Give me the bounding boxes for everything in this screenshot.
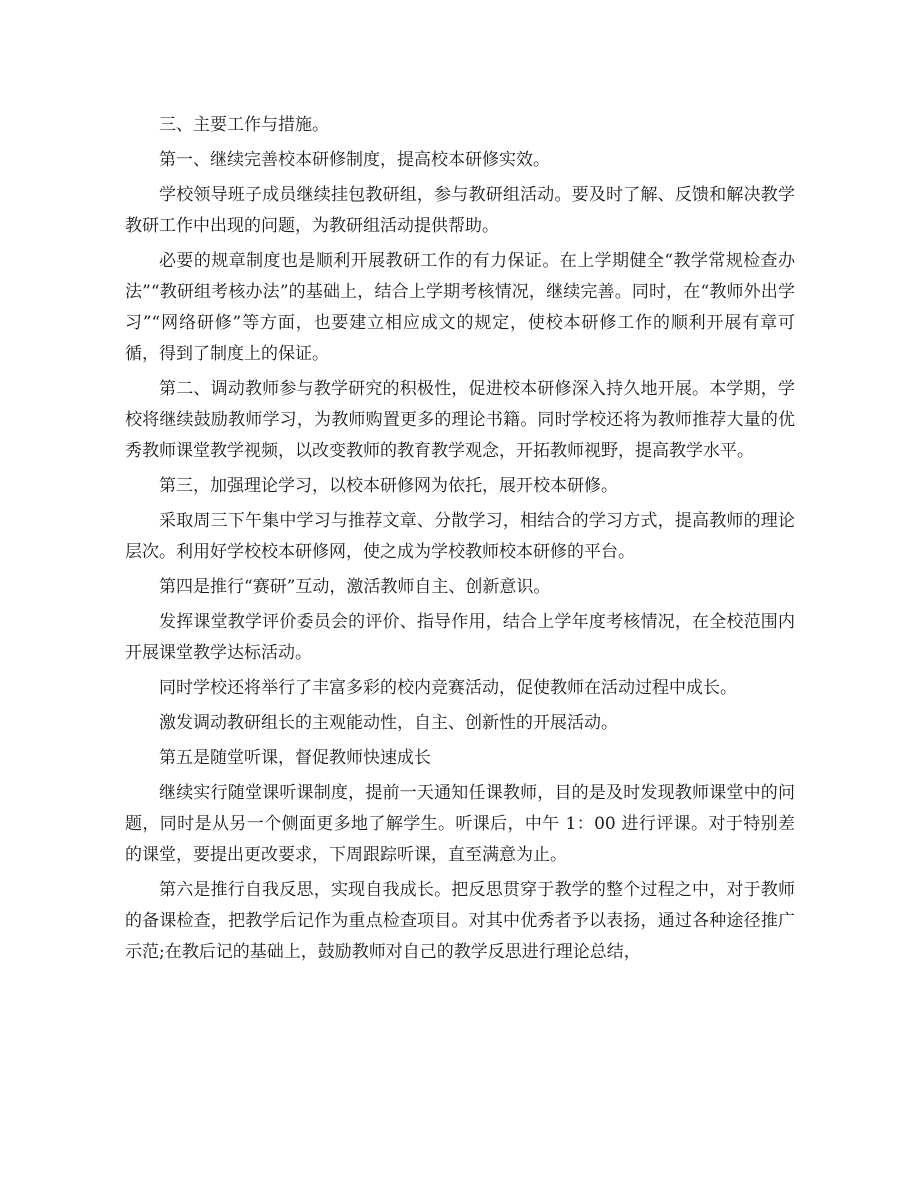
paragraph: 第二、调动教师参与教学研究的积极性，促进校本研修深入持久地开展。本学期，学校将继续鼓励教师学习，为教师购置更多的理论书籍。同时学校还将为教师推荐大量的优秀教师课堂教学视频，以改变教师的教育教学观念，开拓教师视野，提高教学水平。: [125, 379, 795, 461]
paragraph: 采取周三下午集中学习与推荐文章、分散学习，相结合的学习方式，提高教师的理论层次。利用好学校校本研修网，使之成为学校教师校本研修的平台。: [125, 511, 795, 562]
paragraph: 第四是推行“赛研”互动，激活教师自主、创新意识。: [159, 577, 551, 597]
paragraph: 第六是推行自我反思，实现自我成长。把反思贯穿于教学的整个过程之中，对于教师的备课检查，把教学后记作为重点检查项目。对其中优秀者予以表扬，通过各种途径推广示范;在教后记的基础上，鼓励教师对自己的教学反思进行理论总结，: [125, 880, 795, 962]
paragraph: 继续实行随堂课听课制度，提前一天通知任课教师，目的是及时发现教师课堂中的问题，同时是从另一个侧面更多地了解学生。听课后，中午 1：00 进行评课。对于特别差的课堂，要提出更改要求，下周跟踪听课，直至满意为止。: [125, 783, 795, 865]
paragraph: 第三，加强理论学习，以校本研修网为依托，展开校本研修。: [159, 476, 618, 496]
paragraph: 第一、继续完善校本研修制度，提高校本研修实效。: [159, 150, 550, 170]
paragraph: 必要的规章制度也是顺利开展教研工作的有力保证。在上学期健全“教学常规检查办法”“教研组考核办法”的基础上，结合上学期考核情况，继续完善。同时，在“教师外出学习”“网络研修”等方面，也要建立相应成文的规定，使校本研修工作的顺利开展有章可循，得到了制度上的保证。: [125, 251, 795, 364]
document-body: [125, 110, 795, 968]
section-heading: 三、主要工作与措施。: [159, 115, 329, 135]
paragraph: 第五是随堂听课，督促教师快速成长: [159, 748, 431, 768]
paragraph: 激发调动教研组长的主观能动性，自主、创新性的开展活动。: [159, 713, 618, 733]
paragraph: 发挥课堂教学评价委员会的评价、指导作用，结合上学年度考核情况，在全校范围内开展课堂教学达标活动。: [125, 612, 795, 663]
paragraph: 同时学校还将举行了丰富多彩的校内竞赛活动，促使教师在活动过程中成长。: [159, 678, 737, 698]
paragraph: 学校领导班子成员继续挂包教研组，参与教研组活动。要及时了解、反馈和解决教学教研工作中出现的问题，为教研组活动提供帮助。: [125, 185, 795, 236]
